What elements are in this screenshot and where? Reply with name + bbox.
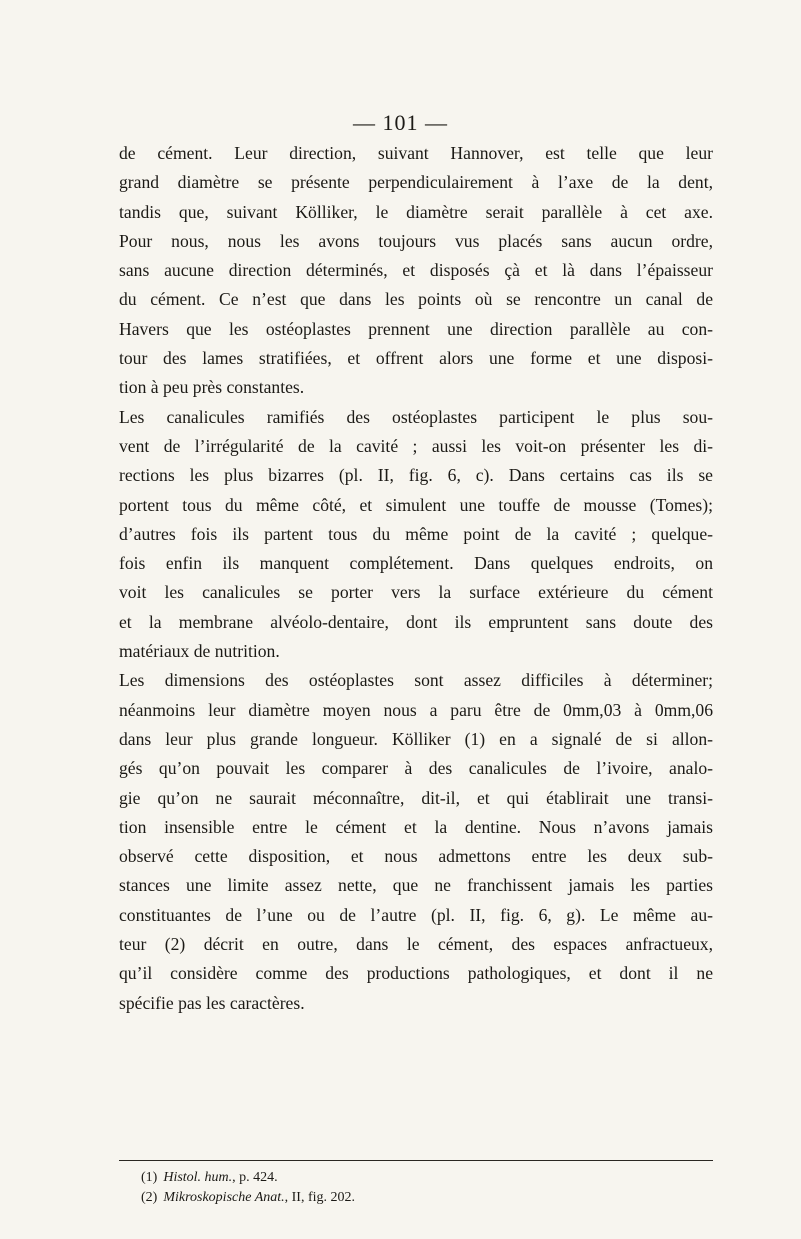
text-line: fois enfin ils manquent complétement. Dans quelques endroits, on <box>119 553 713 574</box>
footnote-title: Mikroskopische Anat. <box>163 1190 285 1205</box>
footnote-number: (1) <box>141 1170 158 1185</box>
text-line: et la membrane alvéolo-dentaire, dont ils empruntent sans doute des <box>119 611 713 632</box>
footnote-1 <box>141 1168 701 1188</box>
text-line: observé cette disposition, et nous admettons entre les deux sub- <box>119 846 713 867</box>
text-line: sans aucune direction déterminés, et disposés çà et là dans l’épaisseur <box>119 260 713 281</box>
text-line: rections les plus bizarres (pl. II, fig. 6, c). Dans certains cas ils se <box>119 465 713 486</box>
paragraph-3 <box>119 666 713 1018</box>
footnote-2 <box>141 1188 701 1208</box>
page-number: — 101 — <box>353 110 448 135</box>
text-line: néanmoins leur diamètre moyen nous a paru être de 0mm,03 à 0mm,06 <box>119 699 713 720</box>
text-line: tour des lames stratifiées, et offrent alors une forme et une disposi- <box>119 348 713 369</box>
text-line: qu’il considère comme des productions pathologiques, et dont il ne <box>119 963 713 984</box>
text-line: Les canalicules ramifiés des ostéoplastes participent le plus sou- <box>119 406 713 427</box>
paragraph-1 <box>119 139 713 403</box>
text-line: gie qu’on ne saurait méconnaître, dit-il, et qui établirait une transi- <box>119 787 713 808</box>
text-line: de cément. Leur direction, suivant Hannover, est telle que leur <box>119 143 713 163</box>
footnote-detail: , p. 424. <box>232 1170 278 1185</box>
footnotes <box>141 1168 701 1208</box>
text-line: Havers que les ostéoplastes prennent une direction parallèle au con- <box>119 318 713 339</box>
text-line: constituantes de l’une ou de l’autre (pl. II, fig. 6, g). Le même au- <box>119 904 713 925</box>
body-text <box>119 139 713 1018</box>
text-line: voit les canalicules se porter vers la surface extérieure du cément <box>119 582 713 603</box>
text-line: Pour nous, nous les avons toujours vus placés sans aucun ordre, <box>119 230 713 251</box>
footnote-title: Histol. hum. <box>163 1170 233 1185</box>
footnote-detail: , II, fig. 202. <box>284 1190 356 1205</box>
text-line: d’autres fois ils partent tous du même point de la cavité ; quelque- <box>119 523 713 544</box>
footnote-rule <box>119 1160 713 1161</box>
text-line: du cément. Ce n’est que dans les points où se rencontre un canal de <box>119 289 713 310</box>
paragraph-2 <box>119 403 713 667</box>
text-line: gés qu’on pouvait les comparer à des canalicules de l’ivoire, analo- <box>119 758 713 779</box>
text-line: portent tous du même côté, et simulent une touffe de mousse (Tomes); <box>119 494 713 515</box>
text-line: dans leur plus grande longueur. Kölliker (1) en a signalé de si allon- <box>119 728 713 749</box>
text-line: grand diamètre se présente perpendiculairement à l’axe de la dent, <box>119 172 713 193</box>
text-line: tion à peu près constantes. <box>119 377 305 398</box>
footnote-number: (2) <box>141 1190 158 1205</box>
text-line: vent de l’irrégularité de la cavité ; aussi les voit-on présenter les di- <box>119 435 713 456</box>
text-line: stances une limite assez nette, que ne franchissent jamais les parties <box>119 875 713 896</box>
text-line: matériaux de nutrition. <box>119 641 280 662</box>
text-line: teur (2) décrit en outre, dans le cément, des espaces anfractueux, <box>119 934 713 955</box>
text-line: tandis que, suivant Kölliker, le diamètre serait parallèle à cet axe. <box>119 201 713 222</box>
text-line: spécifie pas les caractères. <box>119 992 305 1013</box>
text-line: tion insensible entre le cément et la dentine. Nous n’avons jamais <box>119 816 713 837</box>
text-line: Les dimensions des ostéoplastes sont assez difficiles à déterminer; <box>119 670 713 691</box>
